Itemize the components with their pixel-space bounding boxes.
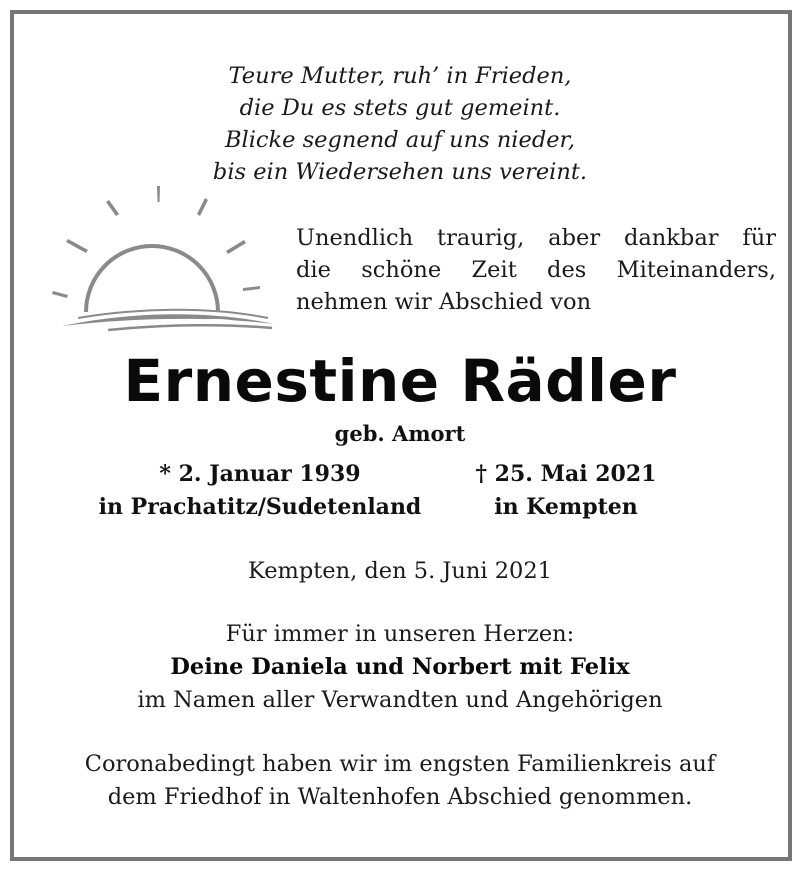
poem-line: Teure Mutter, ruh’ in Frieden, <box>228 63 572 89</box>
birth-place: in Prachatitz/Sudetenland <box>98 494 422 520</box>
family-line: im Namen aller Verwandten und Angehörigen <box>137 687 663 713</box>
poem-line: bis ein Wiedersehen uns vereint. <box>212 159 588 185</box>
death-info <box>376 458 756 524</box>
poem <box>0 60 800 188</box>
maiden-name: geb. Amort <box>334 421 466 446</box>
place-date: Kempten, den 5. Juni 2021 <box>247 558 552 584</box>
death-place: in Kempten <box>494 494 638 520</box>
family-block <box>0 618 800 717</box>
birth-date: * 2. Januar 1939 <box>159 461 361 487</box>
corona-note <box>0 748 800 814</box>
setting-sun-icon <box>48 178 280 338</box>
note-line: dem Friedhof in Waltenhofen Abschied genommen. <box>107 784 693 810</box>
death-date: † 25. Mai 2021 <box>475 461 657 487</box>
intro-line: Unendlich traurig, aber dankbar für <box>296 225 776 251</box>
note-line: Coronabedingt haben wir im engsten Familienkreis auf <box>84 751 716 777</box>
poem-line: Blicke segnend auf uns nieder, <box>225 127 575 153</box>
deceased-name: Ernestine Rädler <box>123 347 677 415</box>
intro-line: die schöne Zeit des Miteinanders, <box>296 257 776 283</box>
intro-text <box>296 222 776 318</box>
family-line: Für immer in unseren Herzen: <box>225 621 575 647</box>
poem-line: die Du es stets gut gemeint. <box>239 95 561 121</box>
intro-line: nehmen wir Abschied von <box>296 289 592 315</box>
family-names: Deine Daniela und Norbert mit Felix <box>170 654 630 680</box>
